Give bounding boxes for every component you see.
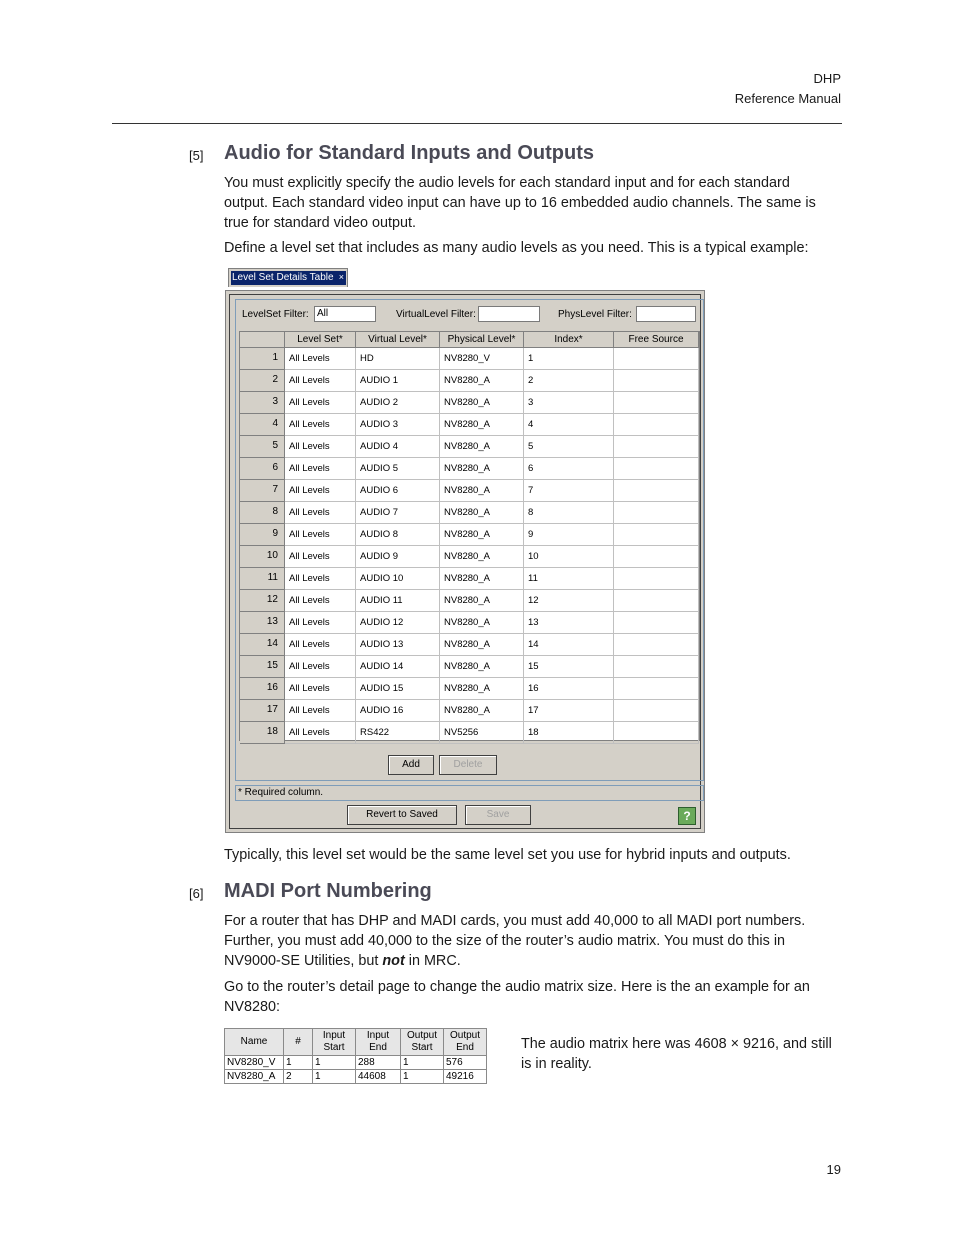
cell-virtual[interactable]: AUDIO 8 [356, 524, 440, 546]
cell-phys[interactable]: NV8280_A [440, 546, 524, 568]
window-frame [229, 294, 701, 829]
cell-virtual[interactable]: AUDIO 2 [356, 392, 440, 414]
row-number[interactable]: 10 [240, 546, 285, 568]
matrix-header-line2: End [369, 1042, 387, 1053]
table-row[interactable] [240, 612, 699, 634]
matrix-header-cell [356, 1029, 401, 1056]
cell-virtual[interactable]: AUDIO 6 [356, 480, 440, 502]
paragraph-audio-levels: You must explicitly specify the audio levels for each standard input and for each standard output. Each standard video input can have up to 16 embedded audio channels. The same is true for standard video output. [224, 175, 816, 231]
level-set-tab[interactable] [228, 268, 348, 287]
cell-virtual[interactable]: AUDIO 14 [356, 656, 440, 678]
table-panel [235, 299, 704, 781]
cell-virtual[interactable]: AUDIO 3 [356, 414, 440, 436]
cell-free[interactable] [614, 414, 699, 436]
row-number[interactable]: 2 [240, 370, 285, 392]
matrix-cell: 1 [401, 1056, 444, 1070]
cell-set[interactable]: All Levels [285, 700, 356, 722]
cell-virtual[interactable]: AUDIO 11 [356, 590, 440, 612]
row-number[interactable]: 6 [240, 458, 285, 480]
table-row[interactable] [240, 348, 699, 370]
table-row[interactable] [240, 634, 699, 656]
cell-phys[interactable]: NV8280_A [440, 370, 524, 392]
cell-set[interactable]: All Levels [285, 590, 356, 612]
table-row[interactable] [240, 480, 699, 502]
cell-set[interactable]: All Levels [285, 722, 356, 744]
matrix-header-line1: Output [449, 1030, 481, 1041]
cell-index[interactable]: 5 [524, 436, 614, 458]
cell-phys[interactable]: NV8280_A [440, 678, 524, 700]
table-row[interactable] [240, 546, 699, 568]
cell-set[interactable]: All Levels [285, 436, 356, 458]
cell-phys[interactable]: NV5256 [440, 722, 524, 744]
cell-free[interactable] [614, 436, 699, 458]
cell-phys[interactable]: NV8280_A [440, 392, 524, 414]
running-header-subtitle: Reference Manual [734, 91, 841, 106]
cell-virtual[interactable]: AUDIO 15 [356, 678, 440, 700]
cell-set[interactable]: All Levels [285, 480, 356, 502]
cell-set[interactable]: All Levels [285, 612, 356, 634]
cell-free[interactable] [614, 722, 699, 744]
cell-virtual[interactable]: AUDIO 16 [356, 700, 440, 722]
row-number[interactable]: 9 [240, 524, 285, 546]
cell-phys[interactable]: NV8280_A [440, 568, 524, 590]
cell-free[interactable] [614, 568, 699, 590]
matrix-cell: 576 [444, 1056, 487, 1070]
paragraph-level-set: Define a level set that includes as many audio levels as you need. This is a typical example: [224, 240, 809, 256]
required-column-note: * Required column. [235, 785, 704, 801]
table-row[interactable] [240, 678, 699, 700]
cell-set[interactable]: All Levels [285, 546, 356, 568]
close-icon[interactable]: × [338, 272, 344, 282]
section-heading-madi: MADI Port Numbering [224, 880, 432, 902]
paragraph-madi-ports [224, 911, 829, 971]
tab-label: Level Set Details Table [231, 271, 346, 285]
cell-set[interactable]: All Levels [285, 502, 356, 524]
matrix-header-cell [444, 1029, 487, 1056]
cell-index[interactable]: 4 [524, 414, 614, 436]
cell-virtual[interactable]: AUDIO 5 [356, 458, 440, 480]
column-header-index[interactable]: Index* [524, 332, 614, 348]
table-row[interactable] [240, 370, 699, 392]
matrix-cell: 49216 [444, 1070, 487, 1084]
matrix-header-line2: End [456, 1042, 474, 1053]
cell-set[interactable]: All Levels [285, 392, 356, 414]
cell-index[interactable]: 14 [524, 634, 614, 656]
cell-free[interactable] [614, 524, 699, 546]
add-button[interactable]: Add [388, 755, 434, 775]
cell-phys[interactable]: NV8280_A [440, 502, 524, 524]
grid-corner [240, 332, 285, 348]
cell-virtual[interactable]: AUDIO 13 [356, 634, 440, 656]
madi-text-b: in MRC. [404, 953, 461, 969]
cell-virtual[interactable]: AUDIO 7 [356, 502, 440, 524]
row-number[interactable]: 7 [240, 480, 285, 502]
virtuallevel-filter-input[interactable] [478, 306, 540, 322]
cell-set[interactable]: All Levels [285, 634, 356, 656]
cell-free[interactable] [614, 678, 699, 700]
matrix-cell: 2 [284, 1070, 313, 1084]
cell-free[interactable] [614, 458, 699, 480]
cell-phys[interactable]: NV8280_A [440, 700, 524, 722]
section-heading-audio: Audio for Standard Inputs and Outputs [224, 142, 594, 164]
save-button[interactable]: Save [465, 805, 531, 825]
help-icon[interactable]: ? [678, 807, 696, 825]
step-number-6: [6] [189, 886, 204, 901]
step-number-5: [5] [189, 148, 204, 163]
matrix-cell: NV8280_A [225, 1070, 284, 1084]
row-number[interactable]: 3 [240, 392, 285, 414]
cell-index[interactable]: 17 [524, 700, 614, 722]
cell-virtual[interactable]: HD [356, 348, 440, 370]
table-row[interactable] [240, 502, 699, 524]
level-set-grid [239, 331, 700, 741]
cell-phys[interactable]: NV8280_A [440, 480, 524, 502]
cell-virtual[interactable]: RS422 [356, 722, 440, 744]
matrix-header-cell [284, 1029, 313, 1056]
row-number[interactable]: 8 [240, 502, 285, 524]
cell-free[interactable] [614, 700, 699, 722]
cell-phys[interactable]: NV8280_A [440, 612, 524, 634]
cell-free[interactable] [614, 590, 699, 612]
cell-free[interactable] [614, 370, 699, 392]
cell-index[interactable]: 13 [524, 612, 614, 634]
row-number[interactable]: 18 [240, 722, 285, 744]
cell-phys[interactable]: NV8280_A [440, 436, 524, 458]
cell-index[interactable]: 16 [524, 678, 614, 700]
level-set-window [225, 290, 705, 833]
cell-virtual[interactable]: AUDIO 12 [356, 612, 440, 634]
cell-index[interactable]: 18 [524, 722, 614, 744]
cell-virtual[interactable]: AUDIO 4 [356, 436, 440, 458]
cell-virtual[interactable]: AUDIO 9 [356, 546, 440, 568]
cell-virtual[interactable]: AUDIO 1 [356, 370, 440, 392]
matrix-header-cell [401, 1029, 444, 1056]
cell-free[interactable] [614, 502, 699, 524]
cell-free[interactable] [614, 656, 699, 678]
matrix-cell: 1 [313, 1070, 356, 1084]
row-number[interactable]: 13 [240, 612, 285, 634]
table-row[interactable] [240, 656, 699, 678]
cell-free[interactable] [614, 392, 699, 414]
delete-button[interactable]: Delete [439, 755, 497, 775]
cell-free[interactable] [614, 546, 699, 568]
matrix-cell: 1 [284, 1056, 313, 1070]
cell-index[interactable]: 9 [524, 524, 614, 546]
cell-index[interactable]: 2 [524, 370, 614, 392]
matrix-header-line1: Input [322, 1030, 346, 1041]
matrix-header-line1: # [295, 1036, 301, 1047]
cell-set[interactable]: All Levels [285, 678, 356, 700]
row-number[interactable]: 12 [240, 590, 285, 612]
matrix-cell: 288 [356, 1056, 401, 1070]
cell-phys[interactable]: NV8280_A [440, 634, 524, 656]
matrix-cell: NV8280_V [225, 1056, 284, 1070]
header-rule [112, 123, 842, 124]
virtuallevel-filter-label: VirtualLevel Filter: [396, 309, 476, 320]
matrix-header-line1: Input [366, 1030, 390, 1041]
cell-index[interactable]: 10 [524, 546, 614, 568]
row-number[interactable]: 1 [240, 348, 285, 370]
page-number: 19 [826, 1162, 841, 1177]
madi-text-emphasis: not [382, 953, 405, 969]
cell-virtual[interactable]: AUDIO 10 [356, 568, 440, 590]
matrix-row [225, 1056, 487, 1070]
cell-phys[interactable]: NV8280_V [440, 348, 524, 370]
revert-to-saved-button[interactable]: Revert to Saved [347, 805, 457, 825]
cell-set[interactable]: All Levels [285, 458, 356, 480]
matrix-header-line2: Start [411, 1042, 433, 1053]
matrix-header-cell [313, 1029, 356, 1056]
column-header-physical-level[interactable]: Physical Level* [440, 332, 524, 348]
cell-index[interactable]: 7 [524, 480, 614, 502]
matrix-header-line2: Start [323, 1042, 345, 1053]
cell-set[interactable]: All Levels [285, 414, 356, 436]
side-note: The audio matrix here was 4608 × 9216, and still is in reality. [521, 1036, 832, 1072]
table-row[interactable] [240, 590, 699, 612]
cell-set[interactable]: All Levels [285, 348, 356, 370]
cell-phys[interactable]: NV8280_A [440, 656, 524, 678]
row-number[interactable]: 11 [240, 568, 285, 590]
row-number[interactable]: 4 [240, 414, 285, 436]
cell-set[interactable]: All Levels [285, 524, 356, 546]
matrix-size-table [224, 1028, 487, 1084]
matrix-header-cell [225, 1029, 284, 1056]
physlevel-filter-label: PhysLevel Filter: [558, 309, 632, 320]
row-number[interactable]: 17 [240, 700, 285, 722]
matrix-cell: 44608 [356, 1070, 401, 1084]
row-number[interactable]: 14 [240, 634, 285, 656]
cell-index[interactable]: 3 [524, 392, 614, 414]
levelset-filter-input[interactable]: All [314, 306, 376, 322]
table-row[interactable] [240, 414, 699, 436]
cell-index[interactable]: 6 [524, 458, 614, 480]
row-number[interactable]: 16 [240, 678, 285, 700]
cell-index[interactable]: 12 [524, 590, 614, 612]
cell-set[interactable]: All Levels [285, 568, 356, 590]
madi-text-a: For a router that has DHP and MADI cards, you must add 40,000 to all MADI port numbers. Further, you must add 40,000 to the size of the router’s audio matrix. You must do this in NV9000-SE Utilities, but [224, 913, 806, 969]
column-header-free-source[interactable]: Free Source [614, 332, 699, 348]
cell-index[interactable]: 8 [524, 502, 614, 524]
matrix-cell: 1 [313, 1056, 356, 1070]
table-row[interactable] [240, 436, 699, 458]
table-row[interactable] [240, 524, 699, 546]
paragraph-typically: Typically, this level set would be the same level set you use for hybrid inputs and outputs. [224, 847, 791, 863]
cell-phys[interactable]: NV8280_A [440, 524, 524, 546]
column-header-virtual-level[interactable]: Virtual Level* [356, 332, 440, 348]
matrix-row [225, 1070, 487, 1084]
cell-phys[interactable]: NV8280_A [440, 590, 524, 612]
paragraph-detail-page: Go to the router’s detail page to change the audio matrix size. Here is the an example for an NV8280: [224, 979, 810, 1015]
cell-set[interactable]: All Levels [285, 656, 356, 678]
table-row[interactable] [240, 700, 699, 722]
levelset-filter-label: LevelSet Filter: [242, 309, 309, 320]
matrix-header-line1: Name [240, 1036, 268, 1047]
table-row[interactable] [240, 392, 699, 414]
row-number[interactable]: 15 [240, 656, 285, 678]
cell-phys[interactable]: NV8280_A [440, 458, 524, 480]
running-header-title: DHP [813, 71, 841, 86]
cell-set[interactable]: All Levels [285, 370, 356, 392]
physlevel-filter-input[interactable] [636, 306, 696, 322]
cell-index[interactable]: 1 [524, 348, 614, 370]
cell-free[interactable] [614, 612, 699, 634]
column-header-level-set[interactable]: Level Set* [285, 332, 356, 348]
cell-free[interactable] [614, 480, 699, 502]
table-row[interactable] [240, 458, 699, 480]
matrix-header-line1: Output [406, 1030, 438, 1041]
cell-index[interactable]: 11 [524, 568, 614, 590]
table-row[interactable] [240, 568, 699, 590]
cell-index[interactable]: 15 [524, 656, 614, 678]
row-number[interactable]: 5 [240, 436, 285, 458]
cell-free[interactable] [614, 634, 699, 656]
cell-phys[interactable]: NV8280_A [440, 414, 524, 436]
cell-free[interactable] [614, 348, 699, 370]
table-row[interactable] [240, 722, 699, 744]
matrix-cell: 1 [401, 1070, 444, 1084]
